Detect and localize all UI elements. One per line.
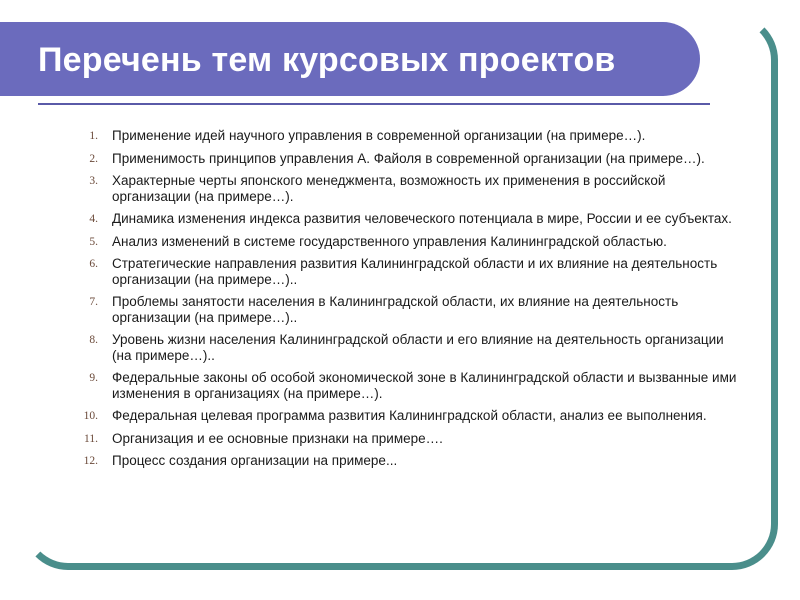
list-item-text: Стратегические направления развития Калининградской области и их влияние на деятельность организации (на примере…).. — [112, 256, 718, 287]
list-item — [50, 370, 740, 401]
list-item-text: Федеральная целевая программа развития Калининградской области, анализ ее выполнения. — [112, 408, 707, 423]
list-item — [50, 294, 740, 325]
page-title: Перечень тем курсовых проектов — [38, 41, 616, 79]
list-item-text: Процесс создания организации на примере... — [112, 453, 398, 468]
list-item — [50, 408, 740, 424]
list-item — [50, 211, 740, 227]
list-item-text: Применение идей научного управления в современной организации (на примере…). — [112, 128, 646, 143]
topics-list — [50, 128, 740, 469]
list-item-text: Проблемы занятости населения в Калининградской области, их влияние на деятельность организации (на примере…).. — [112, 294, 679, 325]
list-item — [50, 151, 740, 167]
list-item — [50, 453, 740, 469]
list-item — [50, 128, 740, 144]
list-item — [50, 173, 740, 204]
title-divider — [38, 103, 710, 105]
list-item-text: Уровень жизни населения Калининградской области и его влияние на деятельность организации (на примере…).. — [112, 332, 724, 363]
list-item-text: Анализ изменений в системе государственного управления Калининградской областью. — [112, 233, 667, 249]
list-item — [50, 431, 740, 447]
list-item — [50, 332, 740, 363]
list-item-text: Федеральные законы об особой экономической зоне в Калининградской области и вызванные ими изменения в организациях (на примере…). — [112, 370, 737, 401]
list-item-text: Организация и ее основные признаки на примере…. — [112, 430, 443, 446]
list-item — [50, 256, 740, 287]
list-item — [50, 234, 740, 250]
list-item-text: Характерные черты японского менеджмента, возможность их применения в российской организации (на примере…). — [112, 173, 666, 204]
topics-section — [50, 128, 740, 476]
list-item-text: Динамика изменения индекса развития человеческого потенциала в мире, России и ее субъектах. — [112, 211, 732, 226]
list-item-text: Применимость принципов управления А. Файоля в современной организации (на примере…). — [112, 150, 705, 166]
